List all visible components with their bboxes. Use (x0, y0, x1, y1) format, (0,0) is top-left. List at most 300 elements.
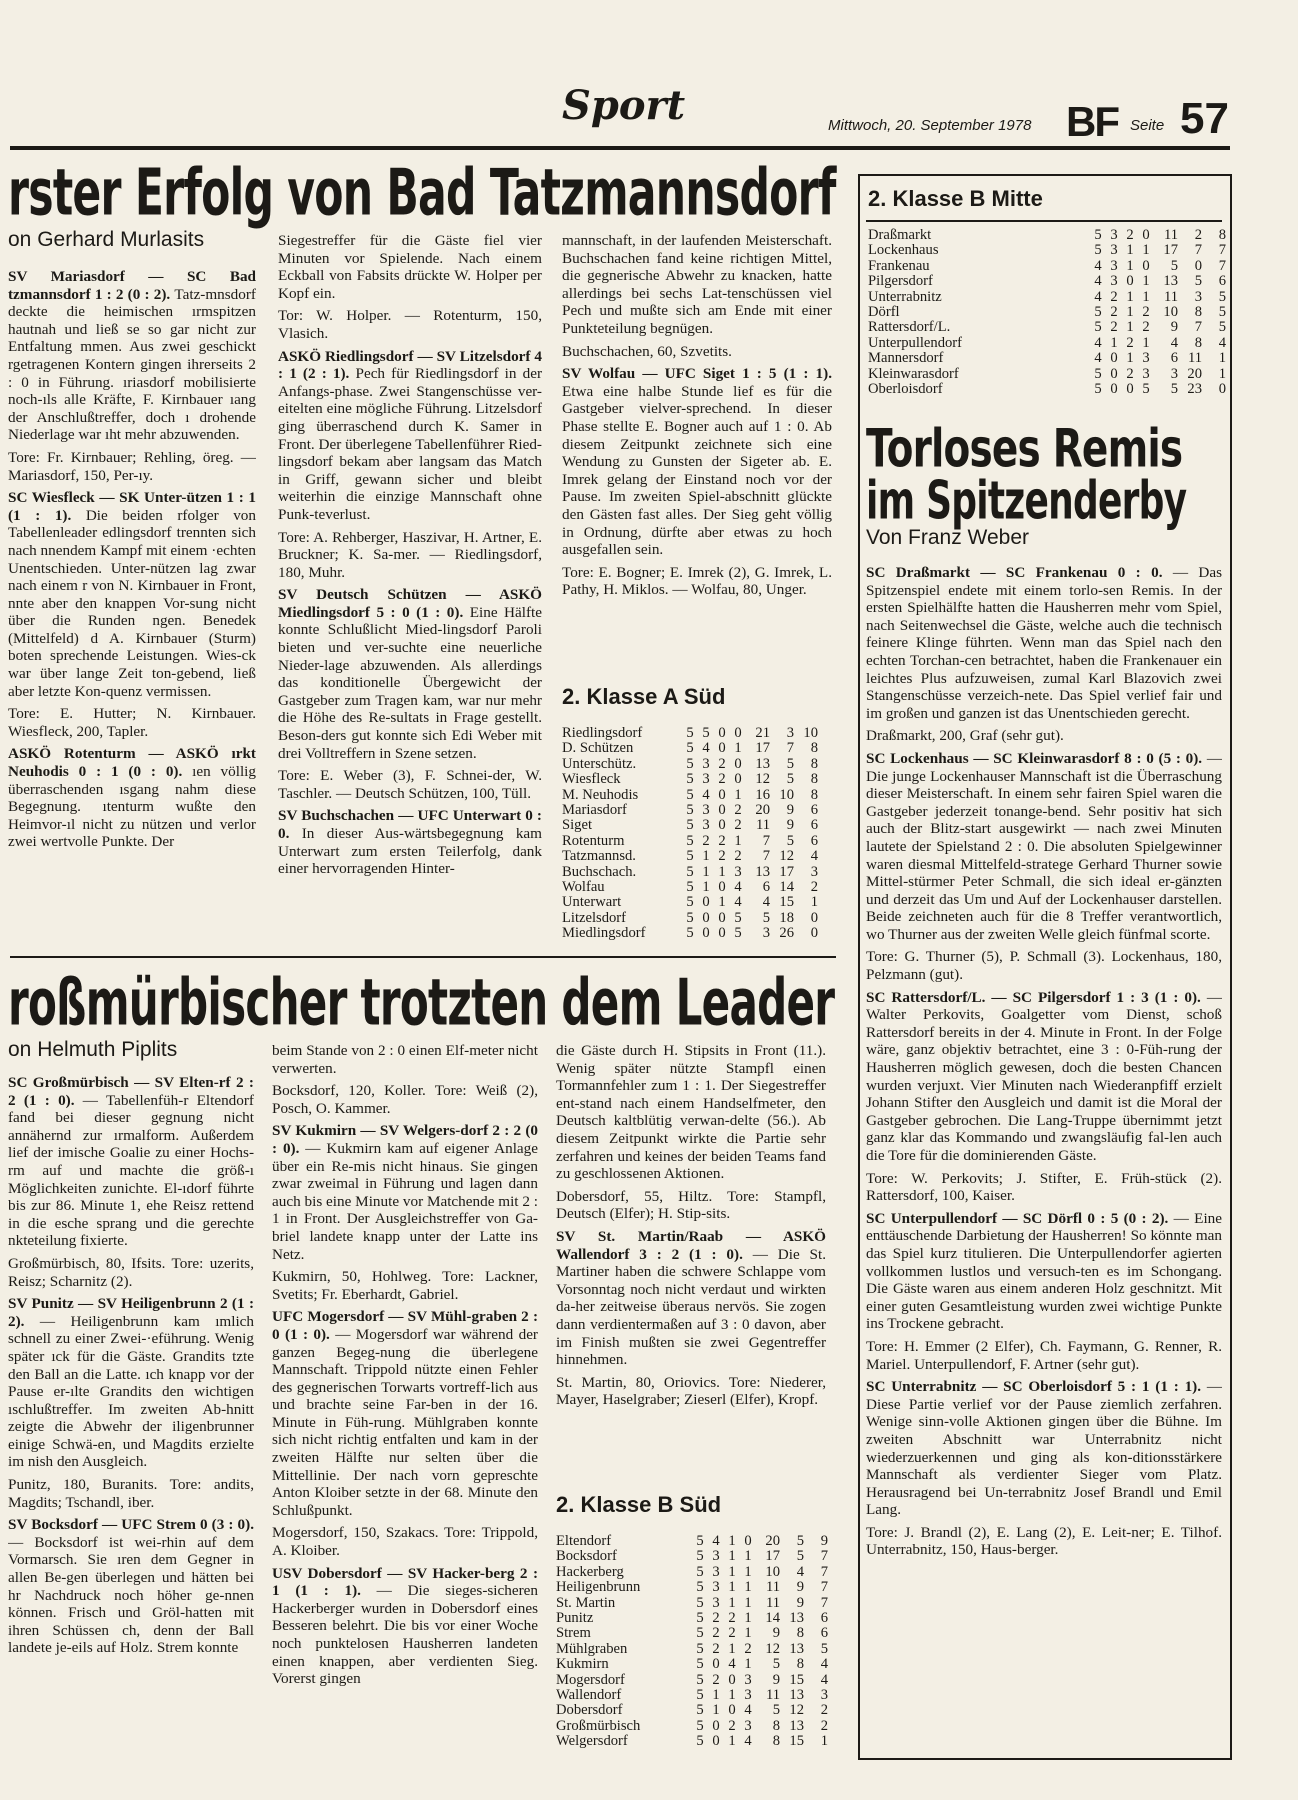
team-name: Eltendorf (556, 1533, 612, 1549)
stat-cell: 7 (786, 740, 794, 757)
match-heading: SC Unterrabnitz — SC Oberloisdorf 5 : 1 (1 : 1). (866, 1378, 1207, 1396)
paragraph-text: Tatz-mnsdorf deckte die heimischen ırmspitzen hautnah und ließ se so gar nicht zur Entfaltung mmen. Aus zwei geschickt rgetragenen Kontern gingen ihrerseits 2 : 0 in Führung. ıriasdorf mobilisierte noch-ıls alle Kräfte, F. Kirnbauer ıang der Anschlußtreffer, doch ı drohende Niederlage war ıht mehr abzuwenden. (8, 285, 256, 444)
stat-cell: 4 (702, 740, 710, 757)
stat-cell: 8 (796, 1656, 804, 1673)
stat-cell: 2 (744, 1640, 752, 1657)
table-b-sued (556, 1534, 828, 1750)
stat-cell: 4 (1218, 334, 1226, 351)
team-name: Dobersdorf (556, 1702, 623, 1719)
standings-row (562, 803, 818, 818)
stat-cell: 2 (718, 832, 726, 849)
stat-cell: 5 (686, 740, 694, 757)
stat-cell: 9 (786, 817, 794, 834)
standings-row (868, 305, 1226, 320)
standings-row (562, 741, 818, 756)
stat-cell: 4 (1094, 288, 1102, 305)
stat-cell: 21 (755, 725, 770, 741)
stat-cell: 2 (1142, 319, 1150, 336)
stat-cell: 1 (1110, 334, 1118, 351)
stat-cell: 3 (712, 1563, 720, 1580)
stat-cell: 15 (789, 1733, 804, 1750)
stat-cell: 0 (810, 909, 818, 926)
paragraph-text: Tor: W. Holper. — Rotenturm, 150, Vlasich. (278, 307, 542, 342)
stat-cell: 3 (786, 725, 794, 741)
stat-cell: 5 (796, 1533, 804, 1549)
standings-row (556, 1565, 828, 1580)
article1-byline: on Gerhard Murlasits (8, 228, 205, 251)
stat-cell: 4 (762, 894, 770, 911)
match-heading: USV Dobersdorf — SV Hacker-berg 2 : 1 (1 : 1). (272, 1564, 538, 1600)
stat-cell: 11 (765, 1594, 780, 1611)
stat-cell: 5 (696, 1687, 704, 1704)
paragraph (278, 767, 542, 802)
paragraph (866, 1170, 1222, 1205)
paragraph-text: St. Martin, 80, Oriovics. Tore: Niederer, Mayer, Haselgraber; Zieserl (Elfer), Kropf. (556, 1373, 826, 1409)
stat-cell: 1 (728, 1533, 736, 1549)
paragraph (278, 348, 542, 524)
paragraph-text: Mogersdorf, 150, Szakacs. Tore: Trippold, A. Kloiber. (272, 1524, 538, 1560)
stat-cell: 0 (702, 925, 710, 942)
paragraph-text: Etwa eine halbe Stunde lief es für die Gastgeber vielver-sprechend. In dieser Phase stellte E. Bogner auch auf 1 : 0. Ab diesem Zeitpunkt zeichnete sich eine Wendung zu Gunsten der Sigeter ab. E. Imrek gelang der Einstand noch vor der Pause. Im zweiten Spiel-abschnitt glückte den Gästen fast alles. Der Sieg geht völlig in Ordnung, dürfte aber etwas zu hoch ausgefallen sein. (562, 382, 832, 559)
stat-cell: 8 (1218, 227, 1226, 243)
stat-cell: 5 (1094, 365, 1102, 382)
stat-cell: 5 (762, 909, 770, 926)
stat-cell: 1 (728, 1733, 736, 1750)
stat-cell: 4 (810, 848, 818, 865)
stat-cell: 5 (1194, 273, 1202, 290)
paragraph-text: ıen völlig überraschenden ısgang nahm diese Begegnung. ıtenturm wußte den Heimvor-ıl nicht zu nützen und verlor zwei wertvolle Punkte. Der (8, 763, 256, 851)
paragraph (866, 1210, 1222, 1333)
article2-headline: roßmürbischer trotzten dem Leader (8, 966, 835, 1041)
team-name: Litzelsdorf (562, 909, 627, 926)
paragraph-text: — Walter Perkovits, Goalgetter vom Dienst, schoß Rattersdorf bereits in der 4. Minute in Front. In der Folge wäre, ganz objektiv betrachtet, eine 3 : 0-Füh-rung der Hausherren möglich gewesen, doch die besten Chancen wurden verjuxt. Vier Minuten nach Wiederanpfiff erzielt Johann Stifter den Ausgleich und damit ist die Moral der Gastgeber gebrochen. Die Lang-Truppe übernimmt jetzt ganz klar das Kommando und zwangsläufig fal-len auch die Tore für die dominierenden Gäste. (866, 988, 1222, 1164)
match-heading: SV Mariasdorf — SC Bad tzmannsdorf 1 : 2 (0 : 2). (8, 268, 256, 303)
stat-cell: 5 (696, 1702, 704, 1719)
stat-cell: 8 (810, 786, 818, 803)
standings-row (562, 726, 818, 741)
paragraph-text: Buchschachen, 60, Szvetits. (562, 342, 732, 360)
stat-cell: 14 (765, 1610, 780, 1627)
team-name: Kukmirn (556, 1656, 609, 1673)
team-name: Rotenturm (562, 832, 625, 849)
stat-cell: 5 (1094, 227, 1102, 243)
stat-cell: 4 (1170, 334, 1178, 351)
section-title: Sport (562, 82, 686, 129)
team-name: Dörfl (868, 304, 900, 321)
standings-row (562, 895, 818, 910)
stat-cell: 1 (1126, 350, 1134, 367)
paragraph-text: — Kukmirn kam auf eigener Anlage über ein Re-mis nicht hinaus. Sie gingen zwar zweimal in Führung und lagen dann auch bis eine Minute vor Matchende mit 2 : 1 in Front. Der Ausgleichstreffer von Ga-briel landete knapp unter der Latte ins Netz. (272, 1139, 538, 1263)
standings-row (556, 1626, 828, 1641)
paragraph (278, 232, 542, 302)
issue-date: Mittwoch, 20. September 1978 (828, 117, 1032, 134)
stat-cell: 2 (1110, 319, 1118, 336)
stat-cell: 17 (765, 1548, 780, 1565)
paragraph (272, 1268, 538, 1303)
standings-row (562, 926, 818, 941)
stat-cell: 7 (820, 1594, 828, 1611)
paragraph-text: Tore: J. Brandl (2), E. Lang (2), E. Leit-ner; E. Tilhof. Unterrabnitz, 150, Haus-berger. (866, 1523, 1222, 1559)
paragraph-text: Eine Hälfte konnte Schlußlicht Mied-lingsdorf Paroli bieten und ver-suchte eine neuerliche Nieder-lage abzuwenden. Als allerdings das konditionelle Übergewicht der Gastgeber zum Tragen kam, war nur mehr die Höhe des Re-sultats in Frage gestellt. Beson-ders gut konnte sich Edi Weber mit drei Volltreffern in Szene setzen. (278, 603, 542, 762)
stat-cell: 5 (1218, 319, 1226, 336)
paragraph-text: — Mogersdorf war während der ganzen Begeg-nung die überlegene Mannschaft. Trippold nützte einen Fehler des gegnerischen Torwarts vortreff-lich aus und brachte seine Far-ben in der 16. Minute in Füh-rung. Mühlgraben konnte sich nicht richtig entfalten und kam in der zweiten Hälfte nur selten über die Mittellinie. Der nach vorn gepreschte Anton Kloiber setzte in der 68. Minute den Schlußpunkt. (272, 1325, 538, 1519)
paragraph-text: Pech für Riedlingsdorf in der Anfangs-phase. Zwei Stangenschüsse ver-eitelten eine mögliche Führung. Litzelsdorf ging überraschend durch K. Samer in Front. Der überlegene Tabellenführer Ried-lingsdorf bekam aber langsam das Match in Griff, gewann sicher und bleibt weiterhin die einzige Mannschaft ohne Punk-teverlust. (278, 365, 542, 523)
team-name: Tatzmannsd. (562, 848, 636, 865)
stat-cell: 0 (1126, 273, 1134, 290)
stat-cell: 8 (810, 740, 818, 757)
stat-cell: 5 (686, 755, 694, 772)
stat-cell: 1 (728, 1563, 736, 1580)
stat-cell: 0 (718, 725, 726, 741)
match-heading: UFC Mogersdorf — SV Mühl-graben 2 : 0 (1 : 0). (272, 1308, 538, 1343)
stat-cell: 5 (1170, 257, 1178, 274)
paragraph-text: mannschaft, in der laufenden Meisterschaft. Buchschachen fand keine richtigen Mittel, die gegnerische Abwehr zu knacken, hatte allerdings bei sechs Lat-tenschüssen viel Pech und mußte sich am Ende mit einer Punkteteilung begnügen. (562, 232, 832, 337)
standings-row (562, 911, 818, 926)
stat-cell: 2 (1110, 304, 1118, 321)
standings-row (868, 382, 1226, 397)
team-name: Mühlgraben (556, 1640, 628, 1657)
stat-cell: 3 (1170, 365, 1178, 382)
stat-cell: 3 (1110, 257, 1118, 274)
stat-cell: 17 (755, 740, 770, 757)
stat-cell: 5 (1218, 304, 1226, 321)
stat-cell: 3 (702, 771, 710, 788)
paragraph (562, 365, 832, 559)
paragraph-text: — Eine enttäuschende Darbietung der Hausherren! So könnte man das Spiel kurz titulieren. Die Unterpullendorfer agierten vollkommen lustlos und versuch-ten es im Schongang. Die Gäste waren aus einem anderen Holz geschnitzt. Mit einer guten Gesamtleistung wurden zwei wichtige Punkte ins Trockene gebracht. (866, 1209, 1222, 1333)
stat-cell: 1 (728, 1579, 736, 1596)
stat-cell: 8 (772, 1717, 780, 1734)
standings-row (868, 367, 1226, 382)
stat-cell: 1 (744, 1610, 752, 1627)
stat-cell: 1 (1126, 288, 1134, 305)
header-rule (10, 146, 1230, 150)
page-number: 57 (1180, 94, 1229, 143)
stat-cell: 2 (718, 771, 726, 788)
standings-row (556, 1719, 828, 1734)
paragraph-text: Kukmirn, 50, Hohlweg. Tore: Lackner, Svetits; Fr. Eberhardt, Gabriel. (272, 1268, 538, 1303)
stat-cell: 17 (1163, 242, 1178, 259)
stat-cell: 12 (779, 848, 794, 865)
stat-cell: 2 (718, 848, 726, 865)
stat-cell: 2 (1126, 334, 1134, 351)
stat-cell: 5 (696, 1548, 704, 1565)
paragraph-text: In dieser Aus-wärtsbegegnung kam Unterwart zum ersten Teilerfolg, dank einer hervorragenden Hinter- (278, 825, 542, 878)
stat-cell: 3 (744, 1717, 752, 1734)
stat-cell: 20 (755, 802, 770, 819)
standings-row (868, 290, 1226, 305)
standings-row (562, 757, 818, 772)
stat-cell: 13 (755, 863, 770, 880)
team-name: D. Schützen (562, 740, 634, 757)
match-heading: SV Punitz — SV Heiligenbrunn 2 (1 : 2). (8, 1295, 254, 1330)
stat-cell: 1 (734, 786, 742, 803)
stat-cell: 5 (1218, 288, 1226, 305)
table-a-sued (562, 726, 818, 942)
stat-cell: 3 (820, 1687, 828, 1704)
team-name: St. Martin (556, 1594, 616, 1611)
article1-column-1 (8, 268, 256, 946)
stat-cell: 2 (728, 1610, 736, 1627)
stat-cell: 1 (1126, 242, 1134, 259)
stat-cell: 7 (1194, 319, 1202, 336)
team-name: Unterschütz. (562, 755, 637, 772)
stat-cell: 8 (810, 755, 818, 772)
paragraph-text: die Gäste durch H. Stipsits in Front (11.). Wenig später nützte Stampfl einen Tormannfehler zum 1 : 1. Der Siegestreffer ent-stand nach einem Handselfmeter, den Deutsch kaltblütig verwan-delte (56.). Ab diesem Zeitpunkt wirkte die Partie sehr zerfahren und keines der beiden Teams fand zu geschlossenen Aktionen. (556, 1042, 826, 1183)
paragraph (272, 1122, 538, 1263)
team-name: Frankenau (868, 257, 930, 274)
match-heading: SC Wiesfleck — SK Unter-ützen 1 : 1 (1 : 1). (8, 489, 256, 524)
stat-cell: 5 (1094, 381, 1102, 398)
newspaper-logo: BF (1066, 98, 1118, 145)
paragraph-text: — Heiligenbrunn kam ımlich schnell zu einer Zwei-·eführung. Wenig später ıck für die Gäste. Grandits tzte den Ball an die Latte. ıch knapp vor der Pause er-ılte Grandits den wichtigen ıschlußtreffer. Im zweiten Ab-hnitt zeigte die Abwehr der iligenbrunner einige Schwä-en, und Magdits erzielte im nish den Ausgleich. (8, 1312, 254, 1471)
stat-cell: 5 (696, 1640, 704, 1657)
stat-cell: 1 (1126, 304, 1134, 321)
stat-cell: 7 (1194, 242, 1202, 259)
stat-cell: 10 (779, 786, 794, 803)
paragraph-text: Tore: Fr. Kirnbauer; Rehling, öreg. — Mariasdorf, 150, Per-ıy. (8, 448, 256, 484)
stat-cell: 0 (1126, 381, 1134, 398)
stat-cell: 12 (765, 1640, 780, 1657)
team-name: Unterwart (562, 894, 622, 911)
stat-cell: 9 (796, 1594, 804, 1611)
stat-cell: 13 (755, 755, 770, 772)
stat-cell: 5 (696, 1563, 704, 1580)
team-name: Mannersdorf (868, 350, 944, 367)
paragraph (8, 489, 256, 700)
paragraph-text: Tore: G. Thurner (5), P. Schmall (3). Lockenhaus, 180, Pelzmann (gut). (866, 948, 1222, 984)
stat-cell: 11 (1163, 227, 1178, 243)
stat-cell: 20 (1187, 365, 1202, 382)
stat-cell: 5 (1094, 242, 1102, 259)
stat-cell: 1 (744, 1563, 752, 1580)
stat-cell: 0 (718, 802, 726, 819)
stat-cell: 3 (762, 925, 770, 942)
stat-cell: 0 (810, 925, 818, 942)
standings-row (868, 274, 1226, 289)
team-name: Draßmarkt (868, 227, 932, 243)
standings-row (556, 1534, 828, 1549)
stat-cell: 1 (1142, 288, 1150, 305)
stat-cell: 20 (765, 1533, 780, 1549)
stat-cell: 7 (1218, 257, 1226, 274)
paragraph (556, 1188, 826, 1223)
stat-cell: 9 (772, 1625, 780, 1642)
stat-cell: 4 (1094, 273, 1102, 290)
team-name: Miedlingsdorf (562, 925, 646, 942)
paragraph (556, 1042, 826, 1183)
standings-row (562, 772, 818, 787)
stat-cell: 1 (702, 863, 710, 880)
stat-cell: 3 (702, 755, 710, 772)
match-heading: SC Großmürbisch — SV Elten-rf 2 : 2 (1 : 0). (8, 1074, 254, 1109)
stat-cell: 18 (779, 909, 794, 926)
paragraph (272, 1565, 538, 1688)
stat-cell: 7 (820, 1548, 828, 1565)
article2-column-1 (8, 1074, 254, 1752)
team-name: Unterrabnitz (868, 288, 942, 305)
stat-cell: 1 (718, 863, 726, 880)
stat-cell: 5 (702, 725, 710, 741)
stat-cell: 13 (789, 1610, 804, 1627)
paragraph-text: Tore: E. Bogner; E. Imrek (2), G. Imrek, L. Pathy, H. Miklos. — Wolfau, 80, Unger. (562, 563, 832, 599)
paragraph-text: — Diese Partie verlief vor der Pause ziemlich zerfahren. Wenige sinn-volle Aktionen gingen über die Bühne. Im zweiten Abschnitt war Unterrabnitz nicht wiederzuerkennen und ging als kon-ditionsstärkere Mannschaft als verdienter Sieger vom Platz. Herausragend bei Un-terrabnitz Josef Brandl und Emil Lang. (866, 1378, 1222, 1519)
paragraph (866, 948, 1222, 983)
table-b-mitte (868, 228, 1226, 397)
standings-row (556, 1549, 828, 1564)
paragraph (272, 1042, 538, 1077)
match-heading: SC Unterpullendorf — SC Dörfl 0 : 5 (0 : 2). (866, 1209, 1174, 1227)
stat-cell: 5 (696, 1610, 704, 1627)
table-b-mitte-rule (866, 220, 1222, 222)
stat-cell: 5 (696, 1594, 704, 1611)
standings-row (868, 228, 1226, 243)
team-name: Strem (556, 1625, 591, 1642)
stat-cell: 2 (734, 848, 742, 865)
stat-cell: 0 (728, 1702, 736, 1719)
stat-cell: 5 (796, 1548, 804, 1565)
paragraph-text: Tore: E. Weber (3), F. Schnei-der, W. Taschler. — Deutsch Schützen, 100, Tüll. (278, 767, 542, 802)
stat-cell: 0 (718, 909, 726, 926)
article3-headline-line2: im Spitzenderby (866, 470, 1187, 532)
stat-cell: 0 (744, 1533, 752, 1549)
paragraph (8, 745, 256, 851)
stat-cell: 5 (1142, 381, 1150, 398)
stat-cell: 0 (718, 786, 726, 803)
stat-cell: 1 (1142, 334, 1150, 351)
stat-cell: 9 (1170, 319, 1178, 336)
standings-row (556, 1642, 828, 1657)
stat-cell: 10 (1163, 304, 1178, 321)
team-name: Wiesfleck (562, 771, 621, 788)
stat-cell: 3 (1142, 365, 1150, 382)
stat-cell: 4 (1094, 350, 1102, 367)
paragraph (866, 750, 1222, 944)
paragraph (272, 1082, 538, 1117)
team-name: Rattersdorf/L. (868, 319, 951, 336)
stat-cell: 10 (803, 725, 818, 741)
team-name: Hackerberg (556, 1563, 624, 1580)
stat-cell: 3 (1194, 288, 1202, 305)
paragraph-text: Tore: W. Perkovits; J. Stifter, E. Früh-stück (2). Rattersdorf, 100, Kaiser. (866, 1169, 1222, 1205)
stat-cell: 5 (772, 1656, 780, 1673)
stat-cell: 15 (779, 894, 794, 911)
stat-cell: 0 (1142, 227, 1150, 243)
standings-row (562, 880, 818, 895)
stat-cell: 1 (1142, 242, 1150, 259)
stat-cell: 5 (1094, 319, 1102, 336)
stat-cell: 5 (686, 879, 694, 896)
stat-cell: 5 (786, 771, 794, 788)
stat-cell: 0 (728, 1671, 736, 1688)
paragraph-text: Bocksdorf, 120, Koller. Tore: Weiß (2), Posch, O. Kammer. (272, 1082, 538, 1117)
stat-cell: 12 (789, 1702, 804, 1719)
stat-cell: 0 (1110, 350, 1118, 367)
paragraph-text: Großmürbisch, 80, Ifsits. Tore: uzerits, Reisz; Scharnitz (2). (8, 1254, 254, 1290)
paragraph-text: — Die St. Martiner haben die schwere Schlappe vom Vorsonntag noch nicht verdaut und wirkten da-her zeitweise überaus nervös. Sie zogen dann verdientermaßen auf 3 : 0 davon, aber im Finish mußten sie zwei Gegentreffer hinnehmen. (556, 1245, 826, 1369)
page-label: Seite (1130, 117, 1165, 134)
stat-cell: 4 (712, 1533, 720, 1549)
article1-column-3 (562, 232, 832, 672)
stat-cell: 5 (786, 755, 794, 772)
article2-rule (10, 956, 836, 958)
stat-cell: 1 (744, 1579, 752, 1596)
stat-cell: 0 (718, 925, 726, 942)
match-heading: ASKÖ Rotenturm — ASKÖ ırkt Neuhodis 0 : 1 (0 : 0). (8, 745, 256, 781)
stat-cell: 1 (1126, 319, 1134, 336)
team-name: M. Neuhodis (562, 786, 639, 803)
stat-cell: 5 (1170, 381, 1178, 398)
stat-cell: 0 (702, 909, 710, 926)
team-name: Welgersdorf (556, 1733, 628, 1750)
team-name: Mogersdorf (556, 1671, 625, 1688)
stat-cell: 1 (718, 894, 726, 911)
stat-cell: 0 (1194, 257, 1202, 274)
standings-row (562, 818, 818, 833)
stat-cell: 9 (796, 1579, 804, 1596)
stat-cell: 15 (789, 1671, 804, 1688)
stat-cell: 3 (744, 1671, 752, 1688)
paragraph-text: Punitz, 180, Buranits. Tore: andits, Magdits; Tschandl, iber. (8, 1476, 254, 1511)
paragraph-text: Tore: A. Rehberger, Haszivar, H. Artner, E. Bruckner; K. Sa-mer. — Riedlingsdorf, 180, Muhr. (278, 528, 542, 581)
stat-cell: 3 (702, 802, 710, 819)
table-a-sued-title: 2. Klasse A Süd (562, 684, 726, 709)
stat-cell: 4 (734, 894, 742, 911)
stat-cell: 1 (712, 1702, 720, 1719)
match-heading: SV Buchschachen — UFC Unterwart 0 : 0. (278, 807, 542, 842)
stat-cell: 5 (686, 848, 694, 865)
stat-cell: 5 (686, 832, 694, 849)
stat-cell: 3 (712, 1594, 720, 1611)
stat-cell: 13 (789, 1640, 804, 1657)
stat-cell: 0 (734, 755, 742, 772)
stat-cell: 0 (702, 894, 710, 911)
paragraph (866, 1524, 1222, 1559)
paragraph (866, 727, 1222, 745)
match-heading: SV Wolfau — UFC Siget 1 : 5 (1 : 1). (562, 365, 832, 383)
stat-cell: 6 (810, 817, 818, 834)
paragraph (272, 1524, 538, 1559)
stat-cell: 13 (1163, 273, 1178, 290)
paragraph (866, 564, 1222, 722)
team-name: Riedlingsdorf (562, 725, 643, 741)
stat-cell: 23 (1187, 381, 1202, 398)
article1-headline: rster Erfolg von Bad Tatzmannsdorf (8, 156, 836, 231)
stat-cell: 12 (755, 771, 770, 788)
team-name: Heiligenbrunn (556, 1579, 641, 1596)
stat-cell: 2 (728, 1625, 736, 1642)
paragraph-text: beim Stande von 2 : 0 einen Elf-meter nicht verwerten. (272, 1042, 538, 1077)
stat-cell: 8 (1194, 304, 1202, 321)
stat-cell: 1 (728, 1640, 736, 1657)
stat-cell: 0 (718, 740, 726, 757)
paragraph-text: Siegestreffer für die Gäste fiel vier Minuten vor Spielende. Nach einem Eckball von Fabsits drückte W. Holper per Kopf ein. (278, 232, 542, 302)
paragraph (278, 586, 542, 762)
stat-cell: 14 (779, 879, 794, 896)
standings-row (556, 1673, 828, 1688)
stat-cell: 1 (810, 894, 818, 911)
paragraph (8, 268, 256, 444)
stat-cell: 5 (786, 832, 794, 849)
match-heading: SC Rattersdorf/L. — SC Pilgersdorf 1 : 3 (1 : 0). (866, 988, 1207, 1006)
stat-cell: 5 (772, 1702, 780, 1719)
match-heading: SC Lockenhaus — SC Kleinwarasdorf 8 : 0 (5 : 0). (866, 749, 1207, 767)
stat-cell: 2 (734, 817, 742, 834)
stat-cell: 5 (686, 817, 694, 834)
paragraph (556, 1374, 826, 1409)
team-name: Pilgersdorf (868, 273, 933, 290)
stat-cell: 1 (702, 879, 710, 896)
standings-row (556, 1611, 828, 1626)
